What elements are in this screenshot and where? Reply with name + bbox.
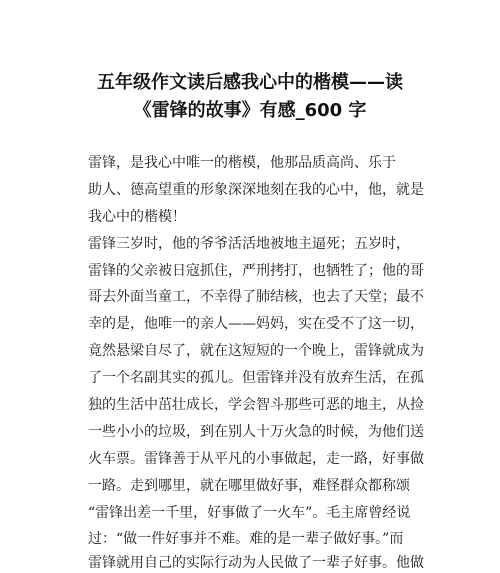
body-line: 助人、德高望重的形象深深地刻在我的心中，他，就是 (88, 182, 424, 198)
body-line: 雷锋就用自己的实际行动为人民做了一辈子好事。他做 (88, 555, 424, 571)
body-line: 幸的是，他唯一的亲人——妈妈，实在受不了这一切， (88, 316, 424, 332)
body-line: 雷锋的父亲被日寇抓住，严刑拷打，也牺牲了；他的哥 (88, 263, 424, 279)
body-line: 了一个名副其实的孤儿。但雷锋并没有放弃生活，在孤 (88, 370, 424, 386)
body-line: 哥去外面当童工，不幸得了肺结核，也去了天堂；最不 (88, 289, 424, 305)
body-line: 独的生活中茁壮成长，学会智斗那些可恶的地主，从捡 (88, 397, 424, 413)
body-line: 一路。走到哪里，就在哪里做好事，难怪群众都称颂 (88, 478, 410, 494)
body-line: “雷锋出差一千里，好事做了一火车”。毛主席曾经说 (88, 505, 411, 521)
document-title-line-2: 《雷锋的故事》有感_600 字 (133, 100, 367, 121)
document-title-line-1: 五年级作文读后感我心中的楷模——读 (97, 72, 403, 93)
body-line: 火车票。雷锋善于从平凡的小事做起，走一路，好事做 (88, 451, 424, 467)
body-line: 过：“做一件好事并不难。难的是一辈子做好事。”而 (88, 531, 404, 547)
body-line: 雷锋，是我心中唯一的楷模，他那品质高尚、乐于 (88, 155, 396, 171)
body-line: 竟然悬梁自尽了，就在这短短的一个晚上，雷锋就成为 (88, 343, 424, 359)
body-line: 一些小小的垃圾，到在别人十万火急的时候，为他们送 (88, 424, 424, 440)
body-line: 我心中的楷模！ (88, 209, 186, 225)
body-line: 雷锋三岁时，他的爷爷活活地被地主逼死；五岁时， (88, 236, 410, 252)
